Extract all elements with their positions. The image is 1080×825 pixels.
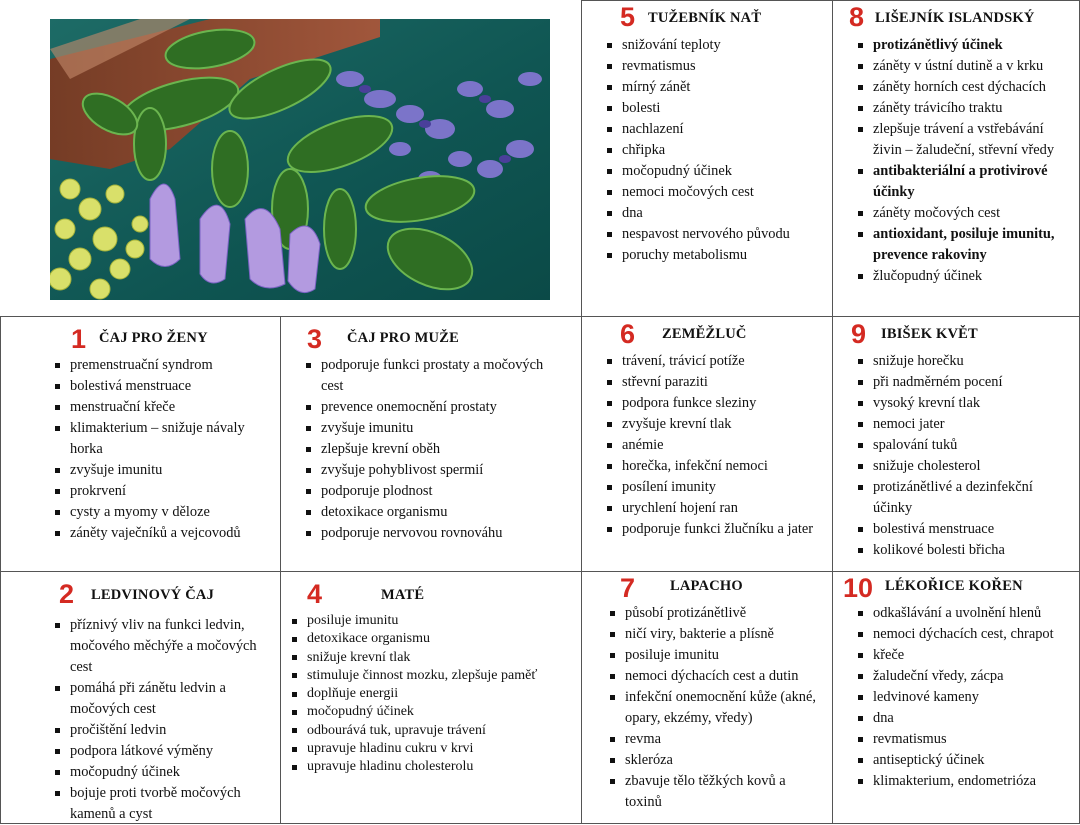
list-item: mírný zánět: [622, 77, 824, 98]
list-item: záněty vaječníků a vejcovodů: [70, 523, 270, 544]
list-item: vysoký krevní tlak: [873, 393, 1073, 414]
list-item: snižování teploty: [622, 35, 824, 56]
list-item: žaludeční vředy, zácpa: [873, 666, 1073, 687]
list-item: zvyšuje imunitu: [321, 418, 569, 439]
list-item: snižuje krevní tlak: [307, 649, 571, 667]
list-item: posílení imunity: [622, 477, 824, 498]
list-item: podporuje funkci prostaty a močových cest: [321, 355, 569, 397]
list-item: antiseptický účinek: [873, 750, 1073, 771]
benefit-list: [625, 603, 824, 813]
list-item: zlepšuje krevní oběh: [321, 439, 569, 460]
list-item: žlučopudný účinek: [873, 266, 1073, 287]
benefit-list: [70, 615, 266, 825]
list-item: posiluje imunitu: [625, 645, 824, 666]
list-item: revmatismus: [622, 56, 824, 77]
cell-9: [832, 316, 1080, 572]
benefit-list: [321, 355, 569, 544]
list-item: posiluje imunitu: [307, 612, 571, 630]
list-item: snižuje horečku: [873, 351, 1073, 372]
list-item: snižuje cholesterol: [873, 456, 1073, 477]
herb-title: LÉKOŘICE KOŘEN: [885, 578, 1023, 594]
list-item: křeče: [873, 645, 1073, 666]
herb-title: TUŽEBNÍK NAŤ: [648, 10, 762, 26]
herb-number: 1: [71, 324, 87, 354]
herb-number: 7: [620, 573, 636, 603]
benefit-list: [622, 35, 824, 266]
herb-number: 10: [843, 573, 874, 603]
list-item: pomáhá při zánětu ledvin a močových cest: [70, 678, 266, 720]
herbs-photo: [50, 19, 550, 300]
cell-8: [832, 0, 1080, 317]
list-item: při nadměrném pocení: [873, 372, 1073, 393]
list-item: podporuje funkci žlučníku a jater: [622, 519, 824, 540]
list-item: skleróza: [625, 750, 824, 771]
list-item: podpora látkové výměny: [70, 741, 266, 762]
list-item: nemoci dýchacích cest a dutin: [625, 666, 824, 687]
list-item: nespavost nervového původu: [622, 224, 824, 245]
list-item: nemoci jater: [873, 414, 1073, 435]
cell-3: [280, 316, 582, 572]
list-item: bolesti: [622, 98, 824, 119]
list-item: antibakteriální a protivirové účinky: [873, 161, 1073, 203]
list-item: kolikové bolesti břicha: [873, 540, 1073, 561]
list-item: cysty a myomy v děloze: [70, 502, 270, 523]
list-item: bolestivá menstruace: [70, 376, 270, 397]
herb-title: LEDVINOVÝ ČAJ: [91, 587, 215, 603]
list-item: záněty močových cest: [873, 203, 1073, 224]
herb-number: 6: [620, 319, 636, 349]
list-item: podporuje nervovou rovnováhu: [321, 523, 569, 544]
list-item: spalování tuků: [873, 435, 1073, 456]
benefit-list: [307, 612, 571, 777]
cell-6: [581, 316, 833, 572]
list-item: nemoci močových cest: [622, 182, 824, 203]
list-item: odkašlávání a uvolnění hlenů: [873, 603, 1073, 624]
list-item: zvyšuje krevní tlak: [622, 414, 824, 435]
list-item: odbourává tuk, upravuje trávení: [307, 722, 571, 740]
cell-1: [0, 316, 281, 572]
list-item: horečka, infekční nemoci: [622, 456, 824, 477]
list-item: klimakterium, endometrióza: [873, 771, 1073, 792]
benefit-list: [873, 603, 1073, 792]
herb-title: ČAJ PRO ŽENY: [99, 330, 208, 346]
herb-title: LIŠEJNÍK ISLANDSKÝ: [875, 10, 1035, 26]
list-item: premenstruační syndrom: [70, 355, 270, 376]
benefit-list: [873, 35, 1073, 287]
herb-number: 9: [851, 319, 867, 349]
list-item: působí protizánětlivě: [625, 603, 824, 624]
list-item: trávení, trávicí potíže: [622, 351, 824, 372]
herb-number: 3: [307, 324, 323, 354]
list-item: ničí viry, bakterie a plísně: [625, 624, 824, 645]
list-item: zbavuje tělo těžkých kovů a toxinů: [625, 771, 824, 813]
list-item: záněty trávicího traktu: [873, 98, 1073, 119]
list-item: močopudný účinek: [622, 161, 824, 182]
cell-2: [0, 571, 281, 824]
herb-title: MATÉ: [381, 587, 425, 603]
herb-number: 8: [849, 2, 865, 32]
benefit-list: [70, 355, 270, 544]
herb-title: ČAJ PRO MUŽE: [347, 330, 459, 346]
list-item: nachlazení: [622, 119, 824, 140]
benefit-list: [873, 351, 1073, 561]
list-item: protizánětlivý účinek: [873, 35, 1073, 56]
herb-title: LAPACHO: [670, 578, 743, 594]
list-item: poruchy metabolismu: [622, 245, 824, 266]
list-item: revma: [625, 729, 824, 750]
list-item: menstruační křeče: [70, 397, 270, 418]
list-item: bolestivá menstruace: [873, 519, 1073, 540]
list-item: zlepšuje trávení a vstřebávání živin – žaludeční, střevní vředy: [873, 119, 1073, 161]
list-item: protizánětlivé a dezinfekční účinky: [873, 477, 1073, 519]
list-item: močopudný účinek: [307, 703, 571, 721]
list-item: podporuje plodnost: [321, 481, 569, 502]
list-item: zvyšuje pohyblivost spermií: [321, 460, 569, 481]
list-item: pročištění ledvin: [70, 720, 266, 741]
list-item: anémie: [622, 435, 824, 456]
list-item: doplňuje energii: [307, 685, 571, 703]
list-item: dna: [873, 708, 1073, 729]
list-item: stimuluje činnost mozku, zlepšuje paměť: [307, 667, 571, 685]
list-item: střevní paraziti: [622, 372, 824, 393]
list-item: nemoci dýchacích cest, chrapot: [873, 624, 1073, 645]
list-item: záněty v ústní dutině a v krku: [873, 56, 1073, 77]
list-item: detoxikace organismu: [321, 502, 569, 523]
list-item: chřipka: [622, 140, 824, 161]
herb-number: 2: [59, 579, 75, 609]
list-item: močopudný účinek: [70, 762, 266, 783]
list-item: antioxidant, posiluje imunitu, prevence rakoviny: [873, 224, 1073, 266]
list-item: zvyšuje imunitu: [70, 460, 270, 481]
list-item: bojuje proti tvorbě močových kamenů a cyst: [70, 783, 266, 825]
list-item: klimakterium – snižuje návaly horka: [70, 418, 270, 460]
list-item: dna: [622, 203, 824, 224]
list-item: detoxikace organismu: [307, 630, 571, 648]
herb-number: 5: [620, 2, 636, 32]
list-item: záněty horních cest dýchacích: [873, 77, 1073, 98]
cell-5: [581, 0, 833, 317]
list-item: urychlení hojení ran: [622, 498, 824, 519]
herb-title: IBIŠEK KVĚT: [881, 326, 978, 342]
list-item: prokrvení: [70, 481, 270, 502]
list-item: podpora funkce sleziny: [622, 393, 824, 414]
herb-number: 4: [307, 579, 323, 609]
list-item: revmatismus: [873, 729, 1073, 750]
benefit-list: [622, 351, 824, 540]
list-item: upravuje hladinu cukru v krvi: [307, 740, 571, 758]
herb-title: ZEMĚŽLUČ: [662, 326, 747, 342]
list-item: ledvinové kameny: [873, 687, 1073, 708]
list-item: příznivý vliv na funkci ledvin, močového měchýře a močových cest: [70, 615, 266, 678]
cell-10: [832, 571, 1080, 824]
list-item: infekční onemocnění kůže (akné, opary, ekzémy, vředy): [625, 687, 824, 729]
list-item: prevence onemocnění prostaty: [321, 397, 569, 418]
cell-4: [280, 571, 582, 824]
list-item: upravuje hladinu cholesterolu: [307, 758, 571, 776]
cell-7: [581, 571, 833, 824]
